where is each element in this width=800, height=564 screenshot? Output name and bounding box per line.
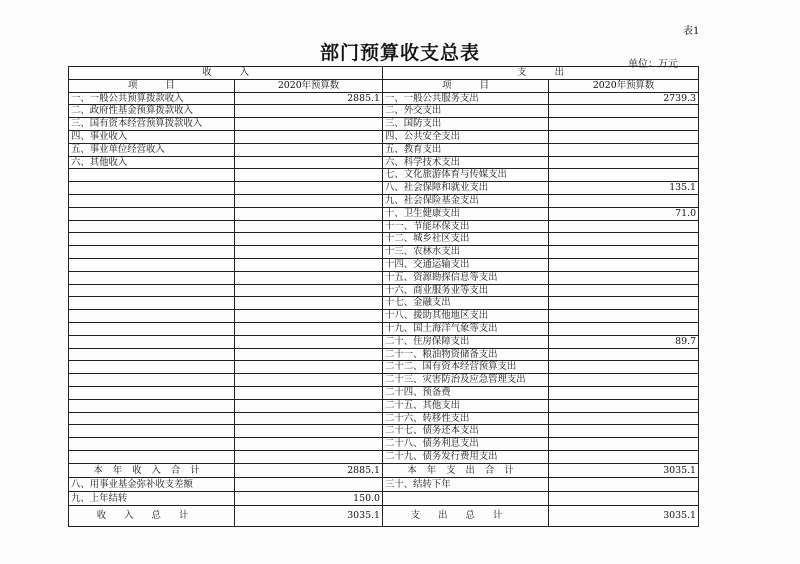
income-item-cell (69, 399, 235, 412)
expense-item-cell: 二十八、债务利息支出 (383, 438, 549, 451)
income-item-cell (69, 297, 235, 310)
expense-value-cell (549, 374, 699, 387)
income-item-cell (69, 412, 235, 425)
expense-value-cell: 89.7 (549, 335, 699, 348)
income-value-cell (235, 438, 383, 451)
income-value-cell (235, 284, 383, 297)
income-item-cell (69, 322, 235, 335)
income-value-cell (235, 310, 383, 323)
table-row (69, 450, 699, 463)
expense-value-cell (549, 143, 699, 156)
expense-value-cell (549, 386, 699, 399)
expense-value-cell (549, 438, 699, 451)
income-value-cell (235, 258, 383, 271)
income-value-cell (235, 361, 383, 374)
expense-item-cell: 十二、城乡社区支出 (383, 233, 549, 246)
expense-item-cell: 二十一、粮油物资储备支出 (383, 348, 549, 361)
income-value-cell (235, 477, 383, 491)
income-value-cell (235, 425, 383, 438)
section-header-row (69, 67, 699, 80)
grand-total-row (69, 505, 699, 526)
expense-grand-total-label: 支出总计 (383, 505, 549, 526)
expense-item-header: 项 目 (383, 79, 549, 92)
income-section-header: 收 入 (69, 67, 383, 80)
page-title: 部门预算收支总表 (319, 42, 480, 64)
table-row (69, 156, 699, 169)
income-value-cell (235, 130, 383, 143)
income-item-cell (69, 194, 235, 207)
income-item-cell (69, 233, 235, 246)
expense-item-cell: 五、教育支出 (383, 143, 549, 156)
table-row (69, 399, 699, 412)
expense-value-cell (549, 310, 699, 323)
expense-item-cell: 二十二、国有资本经营预算支出 (383, 361, 549, 374)
expense-item-cell: 十、卫生健康支出 (383, 207, 549, 220)
table-row (69, 105, 699, 118)
table-row (69, 297, 699, 310)
income-item-header: 项 目 (69, 79, 235, 92)
table-row (69, 335, 699, 348)
income-item-cell (69, 374, 235, 387)
expense-item-cell: 十七、金融支出 (383, 297, 549, 310)
table-row (69, 194, 699, 207)
table-row (69, 258, 699, 271)
expense-item-cell: 二十七、债务还本支出 (383, 425, 549, 438)
expense-value-cell (549, 233, 699, 246)
expense-item-cell: 二、外交支出 (383, 105, 549, 118)
table-row (69, 284, 699, 297)
table-row (69, 310, 699, 323)
income-item-cell (69, 182, 235, 195)
income-value-cell (235, 169, 383, 182)
table-row (69, 412, 699, 425)
expense-item-cell: 三、国防支出 (383, 118, 549, 131)
expense-value-cell (549, 491, 699, 505)
income-item-cell: 五、事业单位经营收入 (69, 143, 235, 156)
income-grand-total-label: 收入总计 (69, 505, 235, 526)
income-value-cell (235, 143, 383, 156)
expense-value-cell (549, 425, 699, 438)
income-item-cell (69, 425, 235, 438)
income-value-cell: 2885.1 (235, 92, 383, 105)
expense-value-cell: 71.0 (549, 207, 699, 220)
income-item-cell (69, 450, 235, 463)
expense-item-cell: 二十五、其他支出 (383, 399, 549, 412)
expense-item-cell: 三十、结转下年 (383, 477, 549, 491)
expense-value-cell: 135.1 (549, 182, 699, 195)
expense-item-cell (383, 491, 549, 505)
income-item-cell (69, 271, 235, 284)
income-item-cell (69, 438, 235, 451)
expense-value-cell (549, 105, 699, 118)
income-item-cell: 九、上年结转 (69, 491, 235, 505)
expense-value-cell (549, 194, 699, 207)
expense-value-cell (549, 412, 699, 425)
income-value-cell (235, 412, 383, 425)
income-grand-total-value: 3035.1 (235, 505, 383, 526)
year-total-row (69, 463, 699, 477)
income-value-cell (235, 399, 383, 412)
expense-value-cell (549, 118, 699, 131)
income-item-cell (69, 169, 235, 182)
income-value-cell (235, 374, 383, 387)
income-item-cell (69, 220, 235, 233)
expense-value-cell (549, 246, 699, 259)
table-row (69, 348, 699, 361)
table-row (69, 425, 699, 438)
expense-year-total-label: 本年支出合计 (383, 463, 549, 477)
expense-value-cell (549, 284, 699, 297)
expense-section-header: 支 出 (383, 67, 699, 80)
income-item-cell (69, 335, 235, 348)
expense-item-cell: 九、社会保险基金支出 (383, 194, 549, 207)
expense-item-cell: 七、文化旅游体育与传媒支出 (383, 169, 549, 182)
income-item-cell (69, 310, 235, 323)
income-value-cell (235, 118, 383, 131)
expense-item-cell: 二十四、预备费 (383, 386, 549, 399)
expense-value-cell (549, 322, 699, 335)
table-row (69, 169, 699, 182)
table-row (69, 374, 699, 387)
table-row (69, 271, 699, 284)
expense-value-cell (549, 169, 699, 182)
table-row (69, 361, 699, 374)
table-row (69, 143, 699, 156)
table-row (69, 477, 699, 491)
table-row (69, 246, 699, 259)
table-row (69, 491, 699, 505)
income-value-cell (235, 271, 383, 284)
income-value-cell (235, 450, 383, 463)
income-budget-header: 2020年预算数 (235, 79, 383, 92)
income-value-cell (235, 386, 383, 399)
expense-item-cell: 十三、农林水支出 (383, 246, 549, 259)
income-value-cell: 150.0 (235, 491, 383, 505)
unit-label: 单位：万元 (628, 59, 678, 70)
income-item-cell: 一、一般公共预算拨款收入 (69, 92, 235, 105)
income-item-cell: 二、政府性基金预算拨款收入 (69, 105, 235, 118)
expense-item-cell: 十六、商业服务业等支出 (383, 284, 549, 297)
income-item-cell: 六、其他收入 (69, 156, 235, 169)
expense-item-cell: 十四、交通运输支出 (383, 258, 549, 271)
income-value-cell (235, 207, 383, 220)
expense-value-cell (549, 399, 699, 412)
income-value-cell (235, 297, 383, 310)
expense-value-cell (549, 361, 699, 374)
income-item-cell (69, 348, 235, 361)
expense-value-cell (549, 271, 699, 284)
expense-value-cell (549, 130, 699, 143)
income-year-total-value: 2885.1 (235, 463, 383, 477)
income-value-cell (235, 182, 383, 195)
income-year-total-label: 本年收入合计 (69, 463, 235, 477)
expense-item-cell: 二十三、灾害防治及应急管理支出 (383, 374, 549, 387)
expense-value-cell (549, 348, 699, 361)
income-value-cell (235, 105, 383, 118)
expense-value-cell (549, 156, 699, 169)
table-row (69, 182, 699, 195)
income-value-cell (235, 220, 383, 233)
expense-grand-total-value: 3035.1 (549, 505, 699, 526)
expense-item-cell: 十一、节能环保支出 (383, 220, 549, 233)
budget-table (68, 66, 699, 527)
expense-budget-header: 2020年预算数 (549, 79, 699, 92)
income-item-cell: 八、用事业基金弥补收支差额 (69, 477, 235, 491)
income-item-cell (69, 207, 235, 220)
table-row (69, 130, 699, 143)
table-row (69, 438, 699, 451)
table-row (69, 118, 699, 131)
income-value-cell (235, 156, 383, 169)
table-row (69, 92, 699, 105)
income-item-cell: 四、事业收入 (69, 130, 235, 143)
income-value-cell (235, 322, 383, 335)
expense-year-total-value: 3035.1 (549, 463, 699, 477)
expense-value-cell (549, 450, 699, 463)
table-row (69, 233, 699, 246)
expense-value-cell (549, 297, 699, 310)
expense-item-cell: 十九、国土海洋气象等支出 (383, 322, 549, 335)
expense-item-cell: 二十九、债务发行费用支出 (383, 450, 549, 463)
column-header-row (69, 79, 699, 92)
income-item-cell (69, 361, 235, 374)
income-item-cell (69, 246, 235, 259)
expense-item-cell: 十八、援助其他地区支出 (383, 310, 549, 323)
table-row (69, 386, 699, 399)
expense-item-cell: 一、一般公共服务支出 (383, 92, 549, 105)
income-item-cell: 三、国有资本经营预算拨款收入 (69, 118, 235, 131)
table-row (69, 322, 699, 335)
expense-value-cell (549, 477, 699, 491)
expense-item-cell: 八、社会保障和就业支出 (383, 182, 549, 195)
expense-value-cell (549, 220, 699, 233)
expense-item-cell: 四、公共安全支出 (383, 130, 549, 143)
income-value-cell (235, 335, 383, 348)
income-value-cell (235, 246, 383, 259)
table-row (69, 220, 699, 233)
expense-value-cell: 2739.3 (549, 92, 699, 105)
expense-item-cell: 六、科学技术支出 (383, 156, 549, 169)
expense-item-cell: 二十六、转移性支出 (383, 412, 549, 425)
table-number: 表1 (683, 26, 700, 37)
expense-item-cell: 二十、住房保障支出 (383, 335, 549, 348)
income-item-cell (69, 258, 235, 271)
income-value-cell (235, 348, 383, 361)
expense-value-cell (549, 258, 699, 271)
income-item-cell (69, 284, 235, 297)
expense-item-cell: 十五、资源勘探信息等支出 (383, 271, 549, 284)
table-row (69, 207, 699, 220)
income-value-cell (235, 194, 383, 207)
income-value-cell (235, 233, 383, 246)
income-item-cell (69, 386, 235, 399)
